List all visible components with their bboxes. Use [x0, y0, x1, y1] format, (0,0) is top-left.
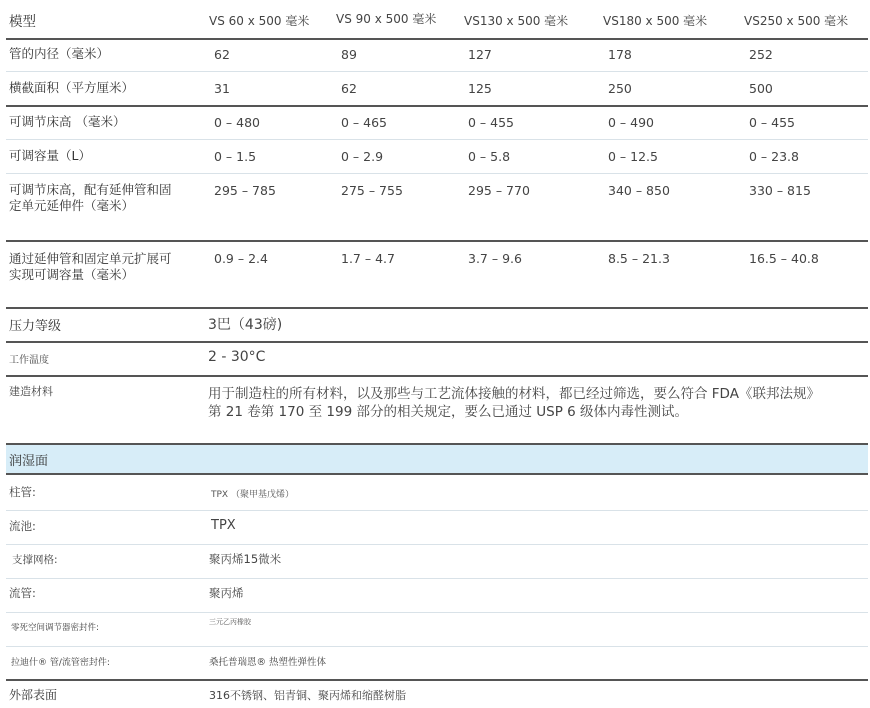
row-value: 3.7 – 9.6: [468, 251, 522, 266]
row-label: 实现可调容量（毫米）: [9, 267, 135, 282]
divider: [6, 679, 868, 681]
wetted-value: TPX: [211, 518, 236, 533]
row-label: 定单元延伸件（毫米）: [9, 198, 135, 213]
row-value: 0 – 12.5: [608, 149, 658, 164]
row-value: 0 – 5.8: [468, 149, 511, 164]
row-value: 0 – 465: [341, 115, 388, 130]
row-label: 可调节床高，配有延伸管和固: [9, 182, 172, 197]
pressure-label: 压力等级: [9, 319, 62, 334]
divider: [6, 341, 868, 343]
wetted-header-bar: [6, 443, 868, 475]
header-model-label: 模型: [9, 14, 36, 30]
wetted-title: 润湿面: [9, 454, 49, 469]
divider: [6, 105, 868, 107]
header-model-4: VS180 x 500 毫米: [603, 14, 708, 28]
row-value: 295 – 770: [468, 183, 530, 198]
materials-label: 建造材料: [9, 385, 53, 398]
divider: [6, 544, 868, 545]
wetted-value: 三元乙丙橡胶: [209, 618, 251, 626]
row-value: 250: [608, 81, 632, 96]
wetted-value: 桑托普瑞恩® 热塑性弹性体: [209, 657, 327, 668]
row-value: 125: [468, 81, 492, 96]
divider: [6, 646, 868, 647]
wetted-label: 拉迪什® 管/流管密封件:: [11, 658, 110, 668]
external-value: 316不锈钢、铝青铜、聚丙烯和缩醛树脂: [209, 689, 406, 702]
wetted-value: TPX （聚甲基戊烯）: [211, 490, 294, 500]
wetted-value: 聚丙烯: [209, 586, 244, 600]
row-value: 0 – 490: [608, 115, 655, 130]
row-value: 89: [341, 47, 357, 62]
row-label: 横截面积（平方厘米）: [9, 80, 135, 95]
materials-line: 用于制造柱的所有材料，以及那些与工艺流体接触的材料，都已经过筛选，要么符合 FDA《联邦法规》: [208, 386, 820, 402]
row-value: 178: [608, 47, 632, 62]
row-value: 1.7 – 4.7: [341, 251, 395, 266]
divider: [6, 139, 868, 140]
divider: [6, 38, 868, 40]
divider: [6, 375, 868, 377]
header-model-3: VS130 x 500 毫米: [464, 14, 569, 28]
temperature-value: 2 - 30°C: [208, 349, 266, 365]
wetted-value: 聚丙烯15微米: [209, 552, 282, 566]
wetted-label: 支撑网格:: [12, 554, 58, 566]
row-value: 0 – 1.5: [214, 149, 257, 164]
row-label: 可调节床高 （毫米）: [9, 114, 126, 129]
row-label: 通过延伸管和固定单元扩展可: [9, 251, 172, 266]
row-value: 0 – 455: [749, 115, 796, 130]
row-value: 0 – 455: [468, 115, 515, 130]
header-model-1: VS 60 x 500 毫米: [209, 14, 310, 28]
divider: [6, 578, 868, 579]
header-model-5: VS250 x 500 毫米: [744, 14, 849, 28]
row-value: 252: [749, 47, 773, 62]
divider: [6, 307, 868, 309]
row-value: 127: [468, 47, 492, 62]
row-value: 62: [214, 47, 230, 62]
row-label: 管的内径（毫米）: [9, 46, 110, 61]
row-value: 16.5 – 40.8: [749, 251, 819, 266]
wetted-label: 流管:: [9, 586, 36, 600]
row-value: 0 – 2.9: [341, 149, 384, 164]
materials-line: 第 21 卷第 170 至 199 部分的相关规定，要么已通过 USP 6 级体内毒性测试。: [208, 404, 689, 420]
row-value: 500: [749, 81, 773, 96]
divider: [6, 510, 868, 511]
row-value: 0.9 – 2.4: [214, 251, 268, 266]
row-value: 275 – 755: [341, 183, 403, 198]
wetted-label: 流池:: [9, 519, 36, 533]
row-value: 62: [341, 81, 357, 96]
row-value: 340 – 850: [608, 183, 670, 198]
row-value: 295 – 785: [214, 183, 276, 198]
divider: [6, 612, 868, 613]
row-value: 31: [214, 81, 230, 96]
pressure-value: 3巴（43磅): [208, 317, 283, 333]
divider: [6, 240, 868, 242]
row-value: 0 – 23.8: [749, 149, 799, 164]
row-value: 0 – 480: [214, 115, 261, 130]
divider: [6, 173, 868, 174]
row-value: 8.5 – 21.3: [608, 251, 670, 266]
wetted-label: 零死空间调节器密封件:: [11, 623, 99, 633]
temperature-label: 工作温度: [9, 355, 49, 366]
divider: [6, 71, 868, 72]
header-model-2: VS 90 x 500 毫米: [336, 12, 437, 26]
row-value: 330 – 815: [749, 183, 811, 198]
external-label: 外部表面: [9, 688, 58, 702]
wetted-label: 柱管:: [9, 485, 36, 499]
row-label: 可调容量（L）: [9, 148, 91, 163]
